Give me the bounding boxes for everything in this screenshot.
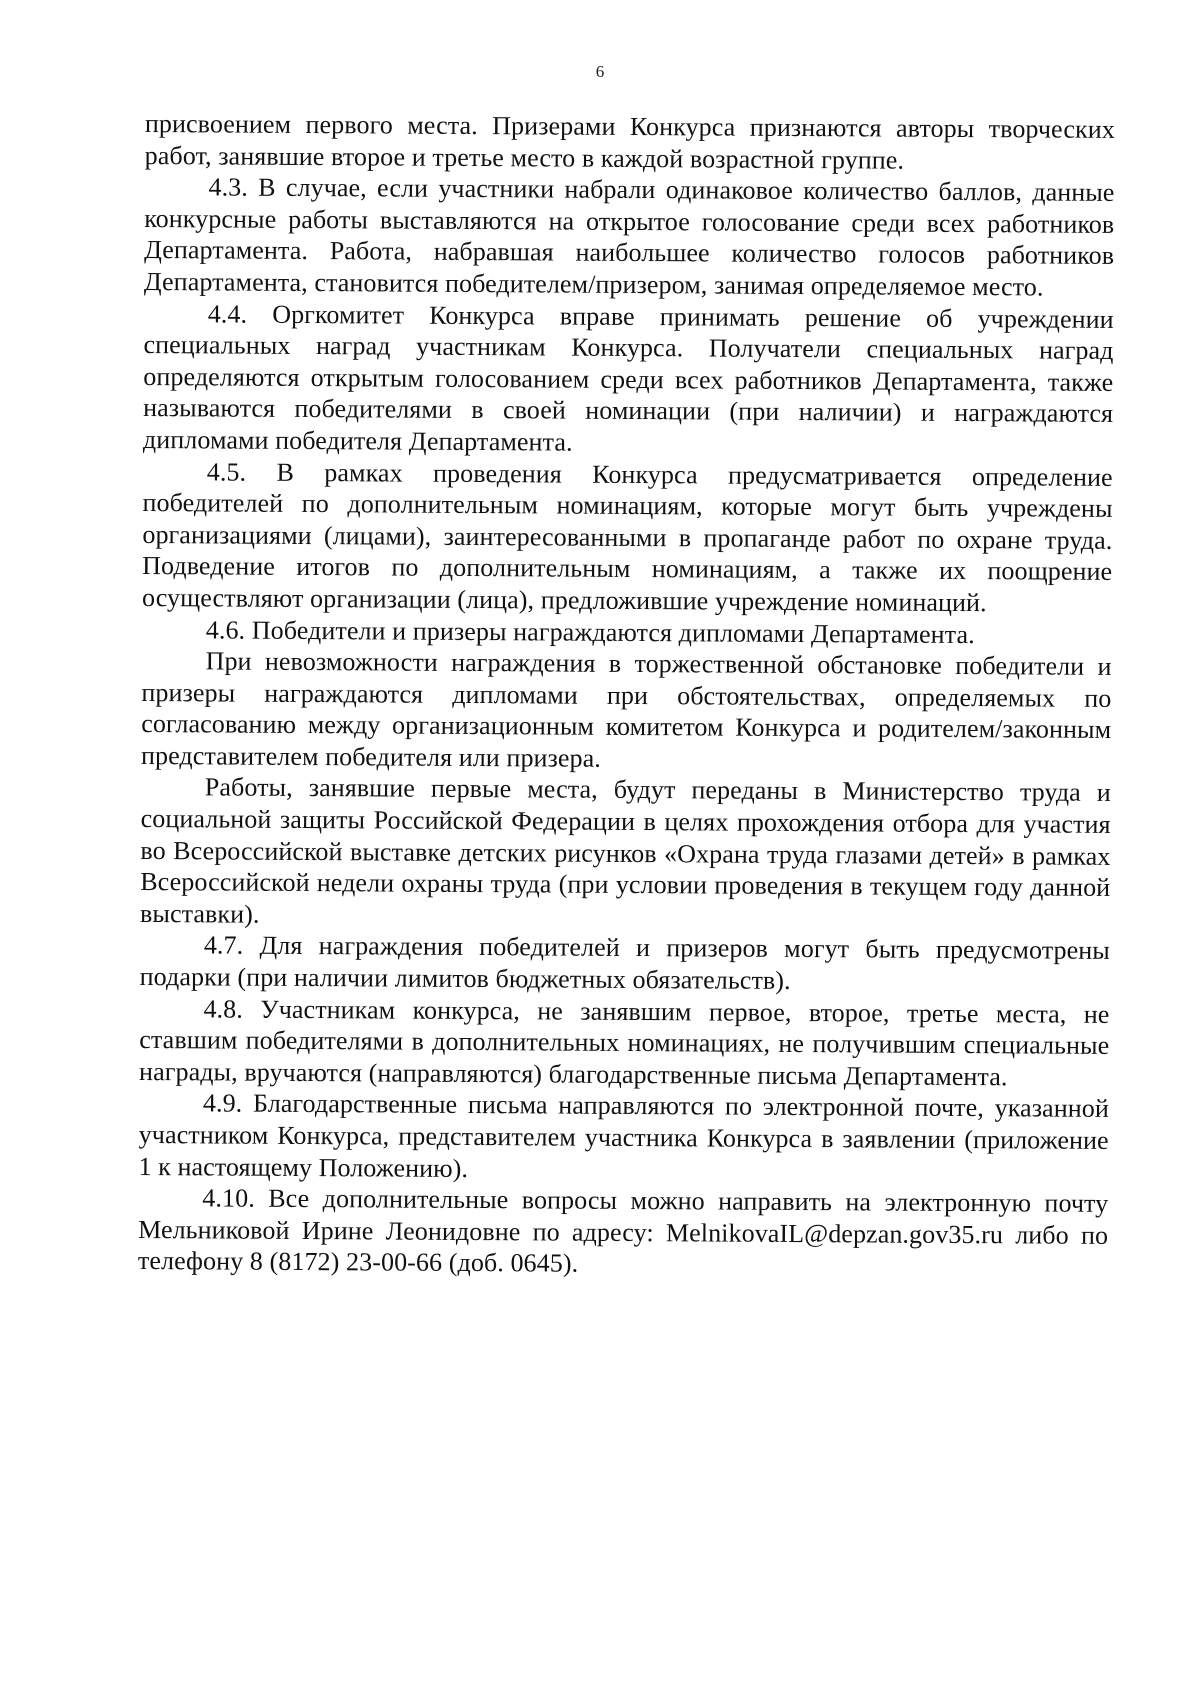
paragraph-4-8: 4.8. Участникам конкурса, не занявшим первое, второе, третье места, не ставшим победителями в дополнительных номинациях, не получившим специальные награды, вручаются (направляются) благодарственные письма Департамента.	[139, 993, 1110, 1092]
paragraph-4-6-first-places: Работы, занявшие первые места, будут переданы в Министерство труда и социальной защиты Российской Федерации в целях прохождения отбора для участия во Всероссийской выставке детских рисунков «Охрана труда глазами детей» в рамках Всероссийской недели охраны труда (при условии проведения в текущем году данной выставки).	[139, 772, 1111, 929]
paragraph-4-3: 4.3. В случае, если участники набрали одинаковое количество баллов, данные конкурсные работы выставляются на открытое голосование среди всех работников Департамента. Работа, набравшая наибольшее количество голосов работников Департамента, становится победителем/призером, занимая определяемое место.	[143, 172, 1115, 302]
contact-phone-text: либо по телефону 8 (8172) 23-00-66 (доб. 0645).	[137, 1220, 1109, 1279]
paragraph-4-6-awarding: При невозможности награждения в торжественной обстановке победители и призеры награждаются дипломами при обстоятельствах, определяемых по согласованию между организационным комитетом Конкурса и родителем/законным представителем победителя или призера.	[140, 646, 1112, 773]
paragraph-4-7: 4.7. Для награждения победителей и призеров могут быть предусмотрены подарки (при наличии лимитов бюджетных обязательств).	[139, 930, 1110, 995]
document-body	[138, 108, 1115, 1283]
paragraph-4-4: 4.4. Оргкомитет Конкурса вправе принимать решение об учреждении специальных наград участникам Конкурса. Получатели специальных наград определяются открытым голосованием среди всех работников Департамента, также называются победителями в своей номинации (при наличии) и награждаются дипломами победителя Департамента.	[142, 298, 1114, 457]
contact-email: MelnikovaIL@depzan.gov35.ru	[665, 1217, 1004, 1250]
page-number: 6	[595, 62, 605, 81]
paragraph-4-10	[138, 1182, 1109, 1283]
paragraph-4-6: 4.6. Победители и призеры награждаются дипломами Департамента.	[205, 614, 975, 649]
paragraph-continuation: присвоением первого места. Призерами Конкурса признаются авторы творческих работ, занявшие второе и третье место в каждой возрастной группе.	[144, 108, 1115, 175]
paragraph-4-5: 4.5. В рамках проведения Конкурса предусматривается определение победителей по дополнительным номинациям, которые могут быть учреждены организациями (лицами), заинтересованными в пропаганде работ по охране труда. Подведение итогов по дополнительным номинациям, а также их поощрение осуществляют организации (лица), предложившие учреждение номинаций.	[141, 456, 1113, 618]
contact-text: 4.10. Все дополнительные вопросы можно направить на электронную почту Мельниковой Ирине Леонидовне по адресу:	[138, 1183, 1109, 1247]
paragraph-4-9: 4.9. Благодарственные письма направляются по электронной почте, указанной участником Конкурса, представителем участника Конкурса в заявлении (приложение 1 к настоящему Положению).	[138, 1088, 1109, 1183]
